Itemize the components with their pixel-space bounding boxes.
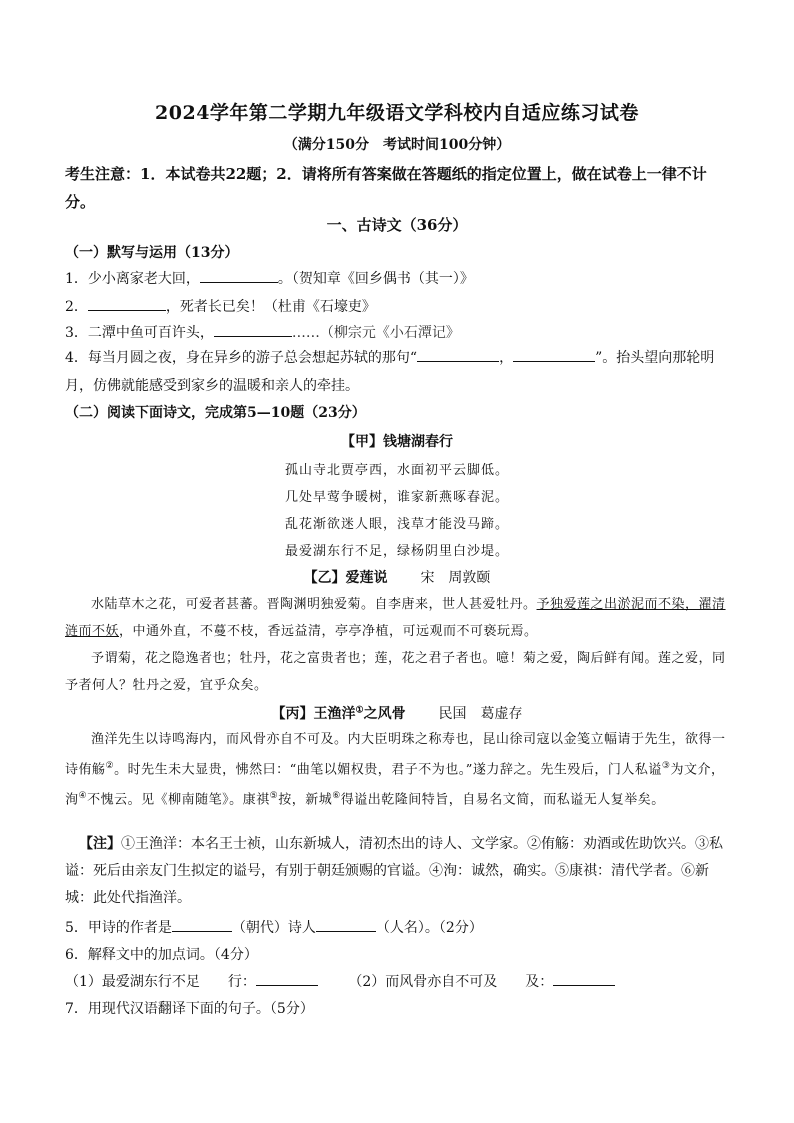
q5-text: 5．甲诗的作者是 <box>65 920 172 936</box>
annotation-notes <box>65 831 730 912</box>
prose-bing-paragraph <box>65 726 730 814</box>
page-title: 2024学年第二学期九年级语文学科校内自适应练习试卷 <box>155 102 639 124</box>
answer-blank <box>200 268 278 283</box>
footnote-mark: ⑥ <box>332 791 341 802</box>
underlined-sentence: 予独爱莲之出淤泥而不染，濯清涟而不妖 <box>65 597 726 639</box>
part1-heading: （一）默写与运用（13分） <box>65 245 239 261</box>
prose-yi-author: 宋 周敦颐 <box>420 570 491 586</box>
poem-line: 最爱湖东行不足，绿杨阴里白沙堤。 <box>284 544 509 559</box>
question-1 <box>65 268 730 288</box>
question-3 <box>65 322 730 342</box>
candidate-notice: 考生注意：1．本试卷共22题；2．请将所有答案做在答题纸的指定位置上，做在试卷上一律不计分。 <box>65 165 707 211</box>
q4-comma: ， <box>499 350 514 366</box>
q3-text: 3．二潭中鱼可百许头， <box>65 325 214 341</box>
prose-yi-paragraph-2: 予谓菊，花之隐逸者也；牡丹，花之富贵者也；莲，花之君子者也。噫！菊之爱，陶后鲜有闻。莲之爱，同予者何人？牡丹之爱，宜乎众矣。 <box>65 651 726 693</box>
footnote-mark: ⑤ <box>269 791 279 802</box>
prose-yi-title: 【乙】爱莲说 <box>303 570 388 586</box>
prose-bing-title-end: 之风骨 <box>363 706 406 722</box>
prose-bing-author: 民国 葛虚存 <box>438 706 523 722</box>
footnote-mark: ① <box>355 705 364 716</box>
prose-text: 按，新城 <box>278 792 333 808</box>
prose-yi-heading <box>0 567 794 587</box>
prose-text: 得谥出乾隆间特旨，自易名文简，而私谥无人复举矣。 <box>340 792 665 808</box>
q5-text: （人名）。（2分） <box>375 920 483 936</box>
question-6: 6．解释文中的加点词。（4分） <box>65 947 258 963</box>
poem-line: 孤山寺北贾亭西，水面初平云脚低。 <box>284 463 509 478</box>
prose-yi-paragraph-1 <box>65 591 730 645</box>
note-text: ①王渔洋：本名王士祯，山东新城人，清初杰出的诗人、文学家。②侑觞：劝酒或佐助饮兴。③私谥：死后由亲友门生拟定的谥号，有别于朝廷颁赐的官谥。④洵：诚然，确实。⑤康祺：清代学者。⑥新城：此处代指渔洋。 <box>65 836 723 906</box>
prose-text: 。时先生未大显贵，怫然曰：“曲笔以媚权贵，君子不为也。”遂力辞之。先生殁后，门人私谥 <box>114 762 662 778</box>
q2-text: ，死者长已矣！（杜甫《石壕吏》 <box>165 299 376 315</box>
answer-blank <box>553 971 615 986</box>
prose-text: 为文介，洵 <box>65 762 725 808</box>
part2-heading: （二）阅读下面诗文，完成第5—10题（23分） <box>65 405 366 421</box>
prose-bing-heading <box>0 703 794 723</box>
answer-blank <box>316 917 376 932</box>
question-2 <box>65 296 730 316</box>
q1-source: 。（贺知章《回乡偶书（其一）》 <box>277 271 474 287</box>
q6-item-2: （2）而风骨亦自不可及 及： <box>348 974 554 990</box>
footnote-mark: ② <box>105 761 115 771</box>
q4-text: 4．每当月圆之夜，身在异乡的游子总会想起苏轼的那句“ <box>65 350 418 366</box>
question-7: 7．用现代汉语翻译下面的句子。（5分） <box>65 1001 314 1017</box>
answer-blank <box>256 971 318 986</box>
note-label: 【注】 <box>79 836 121 852</box>
poem-line: 乱花渐欲迷人眼，浅草才能没马蹄。 <box>284 517 509 532</box>
q2-number: 2． <box>65 299 88 315</box>
q3-source: ……（柳宗元《小石潭记》 <box>291 325 460 341</box>
q6-item-1: （1）最爱湖东行不足 行： <box>65 974 256 990</box>
footnote-mark: ④ <box>78 791 88 802</box>
footnote-mark: ③ <box>661 761 671 771</box>
question-5 <box>65 917 730 937</box>
answer-blank <box>172 917 232 932</box>
poem-jia-title: 【甲】钱塘湖春行 <box>341 434 453 450</box>
prose-text: 渔洋先生以诗鸣海内，而风骨亦自不可及。内大臣明珠之称寿也，昆山徐司寇以金笺立幅请于先生，欲得一诗侑觞 <box>65 732 726 778</box>
question-4 <box>65 344 730 400</box>
answer-blank <box>513 347 595 362</box>
q1-text: 1．少小离家老大回， <box>65 271 200 287</box>
answer-blank <box>88 296 166 311</box>
exam-info: （满分150分 考试时间100分钟） <box>283 137 511 153</box>
section-heading: 一、古诗文（36分） <box>326 216 468 234</box>
answer-blank <box>214 322 292 337</box>
prose-text: 水陆草木之花，可爱者甚蕃。晋陶渊明独爱菊。自李唐来，世人甚爱牡丹。 <box>91 597 537 612</box>
answer-blank <box>417 347 499 362</box>
prose-text: 不愧云。见《柳南随笔》。康祺 <box>87 792 270 808</box>
q5-text: （朝代）诗人 <box>231 920 316 936</box>
poem-line: 几处早莺争暖树，谁家新燕啄春泥。 <box>284 490 509 505</box>
prose-bing-title: 【丙】王渔洋 <box>271 706 356 722</box>
question-6-items <box>65 971 730 991</box>
q4-text-end: ”。抬头望向那轮明月，仿佛就能感受到家乡的温暖和亲人的牵挂。 <box>65 350 715 394</box>
prose-text: ，中通外直，不蔓不枝，香远益清，亭亭净植，可远观而不可亵玩焉。 <box>119 624 538 639</box>
